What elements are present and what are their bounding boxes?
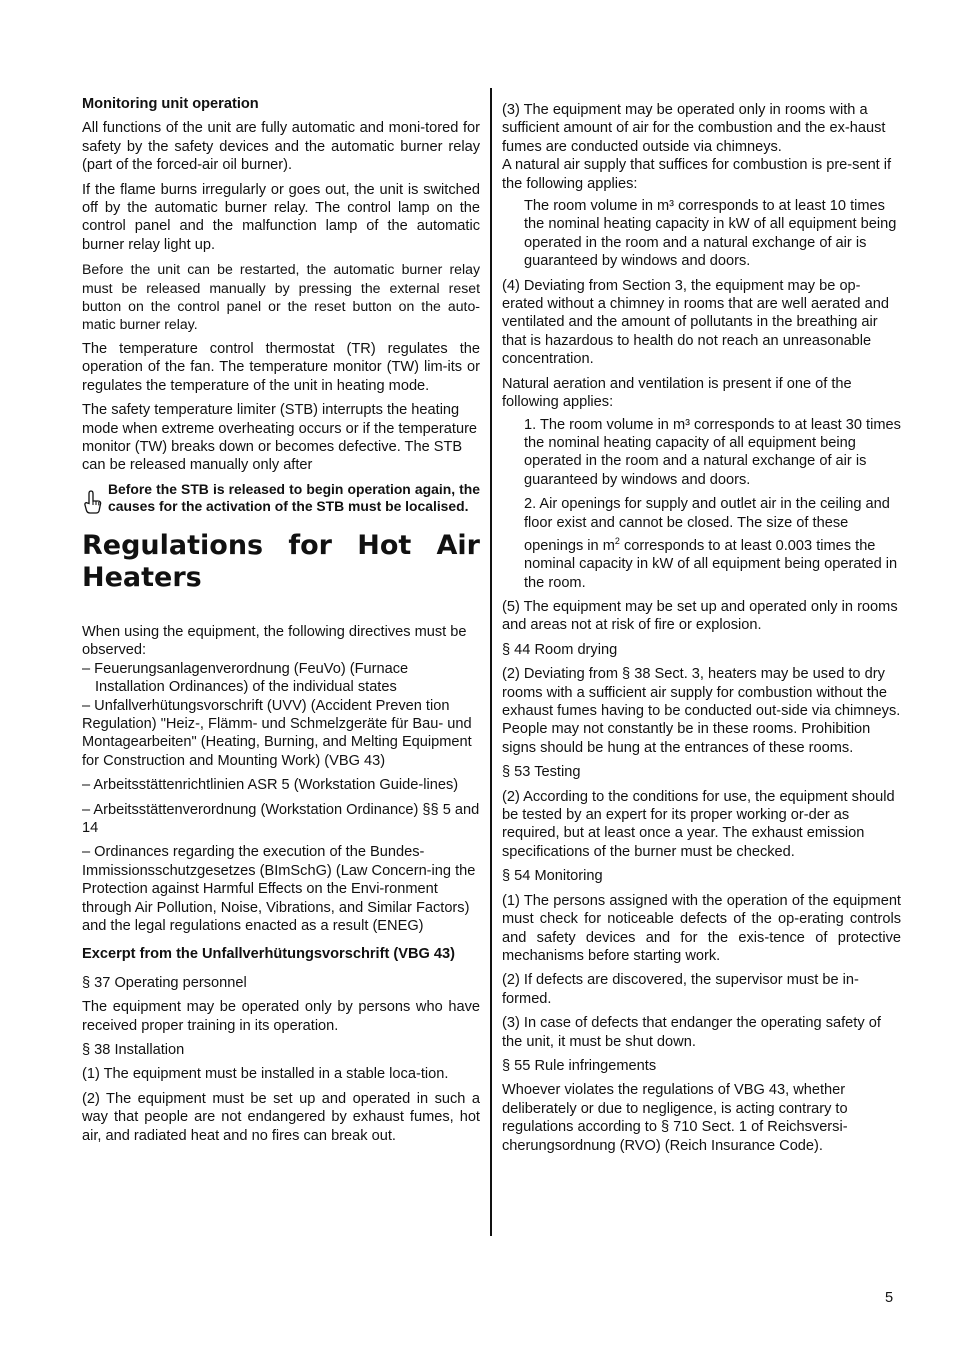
aeration-condition-2 <box>502 495 901 592</box>
section-44-heading: § 44 Room drying <box>502 641 618 658</box>
left-column <box>82 95 480 1151</box>
aeration-condition-2-part-1: 2. Air openings for supply and outlet air in the ceiling and floor exist and cannot be closed. The size of these openings in m <box>524 496 890 554</box>
natural-aeration-intro: Natural aeration and ventilation is present if one of the following applies: <box>502 375 852 411</box>
superscript-2: 2 <box>614 535 620 546</box>
section-44-text: (2) Deviating from § 38 Sect. 3, heaters may be used to dry rooms with a sufficient air supply for combustion without the exhaust fumes having to be conducted out-side via chimneys. People may not constantly be in these rooms. Prohibition signs should be hung at the entrances of these rooms. <box>502 666 901 756</box>
directives-intro: When using the equipment, the following directives must be observed: <box>82 623 467 659</box>
section-54-item-2: (2) If defects are discovered, the supervisor must be in-formed. <box>502 972 859 1007</box>
list-item-workstation-ordinance: – Arbeitsstättenverordnung (Workstation Ordinance) §§ 5 and 14 <box>82 801 480 836</box>
column-divider <box>490 88 492 1236</box>
section-38-heading: § 38 Installation <box>82 1042 185 1059</box>
section-38-item-2: (2) The equipment must be set up and operated in such a way that people are not endangered by exhaust fumes, hot air, and radiated heat and no fires can break out. <box>82 1090 480 1144</box>
section-54-item-3: (3) In case of defects that endanger the operating safety of the unit, it must be shut down. <box>502 1015 881 1050</box>
monitoring-paragraph-5: The safety temperature limiter (STB) interrupts the heating mode when extreme overheating occurs or if the temperature monitor (TW) breaks down or becomes defective. The STB can be released manually only after <box>82 402 478 474</box>
section-37-text: The equipment may be operated only by persons who have received proper training in its operation. <box>82 999 480 1034</box>
list-item-asr5: – Arbeitsstättenrichtlinien ASR 5 (Workstation Guide-lines) <box>82 777 459 794</box>
section-37-heading: § 37 Operating personnel <box>82 974 247 991</box>
section-38-item-1: (1) The equipment must be installed in a stable loca-tion. <box>82 1066 449 1083</box>
natural-air-condition: The room volume in m³ corresponds to at least 10 times the nominal heating capacity in kW of all equipment being operated in the room and a natural exchange of air is guaranteed by windows and doors. <box>524 198 897 270</box>
monitoring-paragraph-1: All functions of the unit are fully automatic and moni-tored for safety by the safety devices and the automatic burner relay (part of the forced-air oil burner). <box>82 120 480 174</box>
aeration-condition-1: 1. The room volume in m³ corresponds to at least 30 times the nominal heating capacity of all equipment being operated in the room and a natural exchange of air is guaranteed by windows and doors. <box>524 416 901 488</box>
section-54-heading: § 54 Monitoring <box>502 868 603 885</box>
stb-note <box>82 481 480 516</box>
list-item-bimschg: – Ordinances regarding the execution of the Bundes-Immissionsschutzgesetzes (BImSchG) (Law Concern-ing the Protection against Harmful Effects on the Envi-ronment through Air Pollution, Noise, Vibrations, and Similar Factors) and the legal regulations enacted as a result (ENEG) <box>82 844 476 934</box>
section-38-item-4: (4) Deviating from Section 3, the equipment may be op-erated without a chimney in rooms that are well aerated and ventilated and the amount of pollutants in the breathing air that is hazardous to health do not reach an unreasonable concentration. <box>502 277 889 368</box>
monitoring-paragraph-4: The temperature control thermostat (TR) regulates the operation of the fan. The temperature monitor (TW) lim-its or regulates the temperature of the unit in heating mode. <box>82 340 480 394</box>
list-item-feuvo-line-1: – Feuerungsanlagenverordnung (FeuVo) (Furnace <box>82 660 409 677</box>
section-38-item-5: (5) The equipment may be set up and operated only in rooms and areas not at risk of fire or explosion. <box>502 599 898 634</box>
list-item-feuvo-line-2: Installation Ordinances) of the individual states <box>95 679 397 696</box>
stb-note-text: Before the STB is released to begin operation again, the causes for the activation of the STB must be localised. <box>108 480 480 515</box>
regulations-title: Regulations for Hot Air Heaters <box>82 529 480 593</box>
section-38-item-3: (3) The equipment may be operated only in rooms with a sufficient amount of air for the combustion and the ex-haust fumes are conducted outside via chimneys. <box>502 102 886 155</box>
right-column <box>502 101 901 1161</box>
list-item-feuvo <box>82 660 480 697</box>
section-55-text: Whoever violates the regulations of VBG 43, whether deliberately or due to negligence, is acting contrary to regulations according to § 710 Sect. 1 of Reichsversi-cherungsordnung (RVO) (Reich Insurance Code). <box>502 1082 848 1154</box>
excerpt-heading: Excerpt from the Unfallverhütungsvorschrift (VBG 43) <box>82 946 456 963</box>
section-53-heading: § 53 Testing <box>502 764 581 781</box>
section-55-heading: § 55 Rule infringements <box>502 1057 657 1074</box>
aeration-condition-2-part-2: corresponds to at least 0.003 times the nominal capacity in kW of all equipment being operated in the room. <box>524 537 898 591</box>
monitoring-heading: Monitoring unit operation <box>82 96 259 112</box>
page-number: 5 <box>885 1290 894 1306</box>
natural-air-intro: A natural air supply that suffices for combustion is pre-sent if the following applies: <box>502 157 892 192</box>
monitoring-paragraph-2: If the flame burns irregularly or goes out, the unit is switched off by the automatic burner relay. The control lamp on the control panel and the malfunction lamp of the automatic burner relay light up. <box>82 181 480 253</box>
pointing-hand-icon <box>82 489 104 515</box>
monitoring-paragraph-3: Before the unit can be restarted, the automatic burner relay must be released manually by pressing the external reset button on the control panel or the reset button on the auto-matic burner relay. <box>82 261 480 333</box>
section-54-item-1: (1) The persons assigned with the operation of the equipment must check for noticeable defects of the op-erating controls and safety devices and for the exis-tence of protective mechanisms before starting work. <box>502 892 901 964</box>
section-53-text: (2) According to the conditions for use, the equipment should be tested by an expert for its proper working or-der as required, but at least once a year. The exhaust emission specifications of the burner must be checked. <box>502 788 895 860</box>
list-item-uvv: – Unfallverhütungsvorschrift (UVV) (Accident Preven tion Regulation) "Heiz-, Flämm- und Schmelzgeräte für Bau- und Montagearbeiten" (Heating, Burning, and Melting Equipment for Construction and Mounting Work) (VBG 43) <box>82 697 472 769</box>
